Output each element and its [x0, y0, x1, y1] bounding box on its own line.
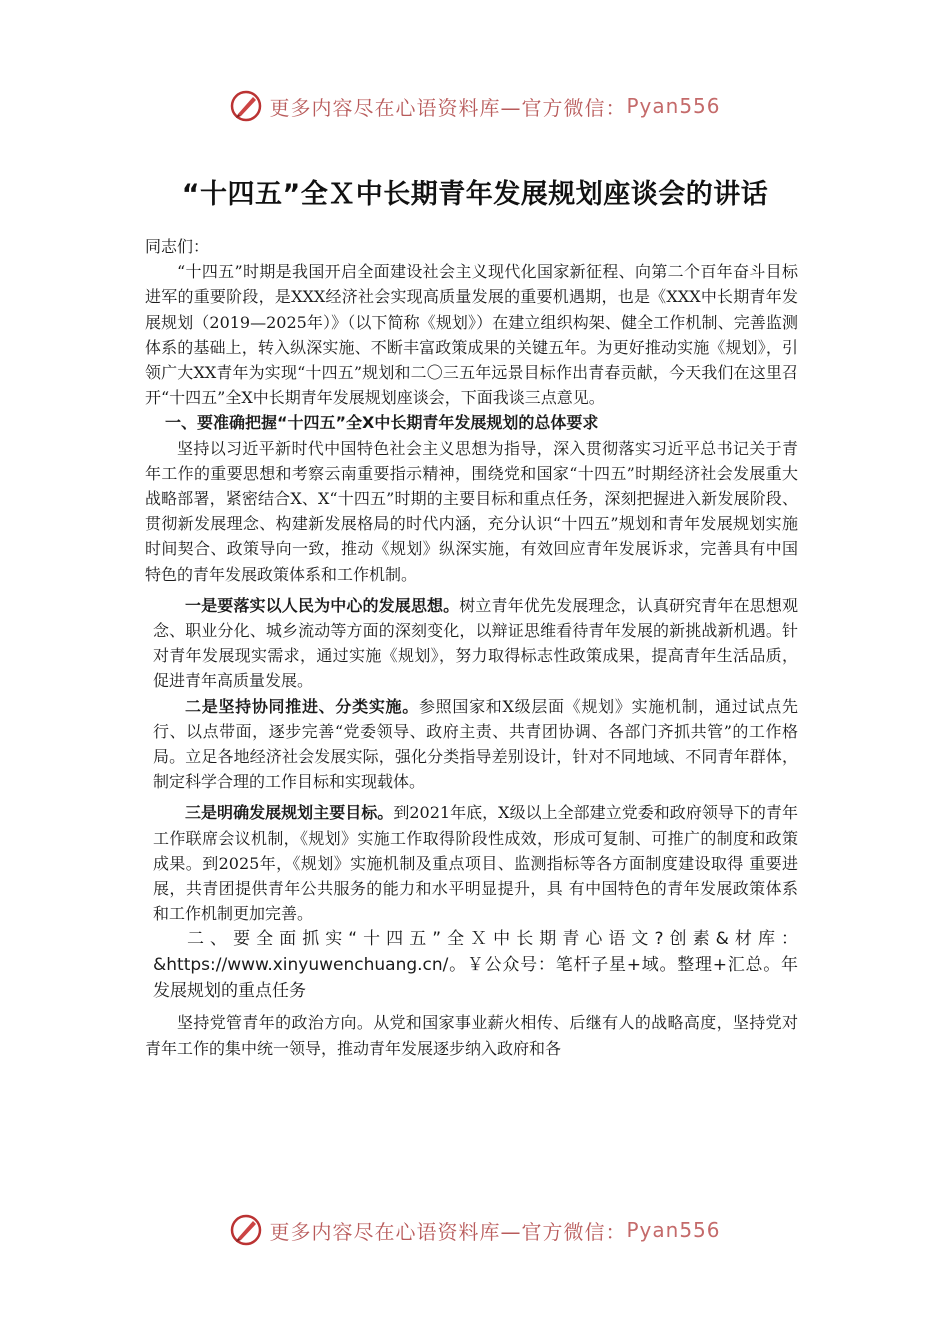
point-3-lead: 三是明确发展规划主要目标。 [185, 803, 394, 823]
document-body [145, 234, 798, 1061]
point-2-lead: 二是坚持协同推进、分类实施。 [185, 696, 419, 716]
point-1-paragraph [145, 593, 798, 694]
intro-paragraph: “十四五”时期是我国开启全面建设社会主义现代化国家新征程、向第二个百年奋斗目标进军的重要阶段，是XXX经济社会实现高质量发展的重要机遇期，也是《XXX中长期青年发展规划（2019—2025年）》（以下简称《规划》）在建立组织构架、健全工作机制、完善监测体系的基础上，转入纵深实施、不断丰富政策成果的关键五年。为更好推动实施《规划》，引领广大XX青年为实现“十四五”规划和二〇三五年远景目标作出青春贡献，今天我们在这里召开“十四五”全X中长期青年发展规划座谈会，下面我谈三点意见。 [145, 262, 798, 408]
section-1-heading: 一、要准确把握“十四五”全X中长期青年发展规划的总体要求 [165, 413, 599, 433]
pen-logo-icon [229, 89, 263, 123]
salutation: 同志们： [145, 237, 210, 256]
document-title: “十四五”全Ｘ中长期青年发展规划座谈会的讲话 [181, 179, 769, 210]
point-2-paragraph [145, 694, 798, 795]
section-2-heading: 二、要全面抓实“十四五”全Ｘ中长期青心语文?创素&材库：&https://www.xinyuwenchuang.cn/。￥公众号：笔杆子星+域。整理+汇总。年发展规划的重点任务 [153, 929, 798, 1002]
watermark-text: 更多内容尽在心语资料库—官方微信： [269, 1219, 627, 1244]
point-3-paragraph [145, 800, 798, 926]
point-2-body: 参照国家和X级层面《规划》实施机制，通过试点先行、以点带面，逐步完善“党委领导、政府主责、共青团协调、各部门齐抓共管”的工作格局。立足各地经济社会发展实际，强化分类指导差别设计，针对不同地域、不同青年群体，制定科学合理的工作目标和实现载体。 [153, 696, 798, 792]
footer-watermark [0, 1210, 950, 1250]
point-1-body: 树立青年优先发展理念，认真研究青年在思想观念、职业分化、城乡流动等方面的深刻变化，以辩证思维看待青年发展的新挑战新机遇。针对青年发展现实需求，通过实施《规划》，努力取得标志性政策成果，提高青年生活品质，促进青年高质量发展。 [153, 595, 798, 691]
watermark-text: 更多内容尽在心语资料库—官方微信： [269, 95, 627, 120]
pen-logo-icon [229, 1213, 263, 1247]
section-1-paragraph: 坚持以习近平新时代中国特色社会主义思想为指导，深入贯彻落实习近平总书记关于青年工作的重要思想和考察云南重要指示精神，围绕党和国家“十四五”时期经济社会发展重大战略部署，紧密结合X、X“十四五”时期的主要目标和重点任务，深刻把握进入新发展阶段、贯彻新发展理念、构建新发展格局的时代内涵，充分认识“十四五”规划和青年发展规划实施时间契合、政策导向一致，推动《规划》纵深实施，有效回应青年发展诉求，完善具有中国特色的青年发展政策体系和工作机制。 [145, 438, 798, 584]
point-3-body: 到2021年底，X级以上全部建立党委和政府领导下的青年工作联席会议机制，《规划》实施工作取得阶段性成效，形成可复制、可推广的制度和政策成果。到2025年，《规划》实施机制及重点项目、监测指标等各方面制度建设取得 重要进展，共青团提供青年公共服务的能力和水平明显提升，具 有中国特色的青年发展政策体系和工作机制更加完善。 [153, 803, 798, 924]
point-1-lead: 一是要落实以人民为中心的发展思想。 [185, 595, 460, 615]
watermark-wechat-id: Pyan556 [626, 1218, 721, 1242]
watermark-wechat-id: Pyan556 [626, 94, 721, 118]
section-2-paragraph: 坚持党管青年的政治方向。从党和国家事业薪火相传、后继有人的战略高度，坚持党对青年工作的集中统一领导，推动青年发展逐步纳入政府和各 [145, 1013, 798, 1058]
header-watermark [0, 86, 950, 126]
